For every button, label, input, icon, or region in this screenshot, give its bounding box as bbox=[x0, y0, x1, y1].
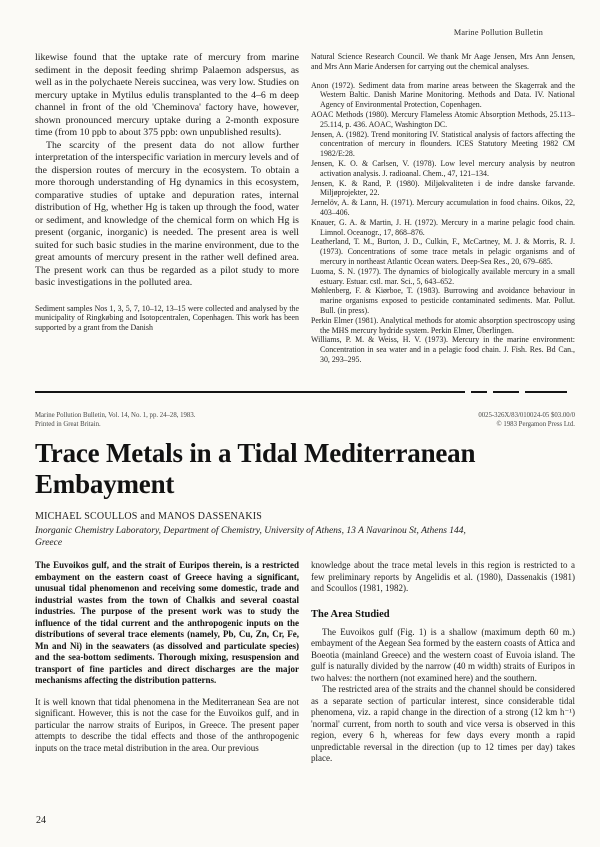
publication-info bbox=[35, 412, 575, 429]
reference-item: Jernelöv, A. & Lann, H. (1971). Mercury accumulation in food chains. Oikos, 22, 403–406. bbox=[311, 198, 575, 217]
article-body bbox=[35, 560, 575, 765]
article-left-column bbox=[35, 560, 299, 765]
divider-segment bbox=[493, 391, 519, 393]
article-title: Trace Metals in a Tidal Mediterranean Embayment bbox=[35, 438, 476, 499]
publication-info-right bbox=[478, 412, 575, 429]
reference-item: Jensen, K. O. & Carlsen, V. (1978). Low level mercury analysis by neutron activation analysis. J. radioanal. Chem., 47, 121–134. bbox=[311, 158, 575, 178]
reference-item: Knauer, G. A. & Martin, J. H. (1972). Mercury in a marine pelagic food chain. Limnol. Oceanogr., 17, 868–876. bbox=[311, 217, 575, 237]
body-paragraph: The scarcity of the present data do not allow further interpretation of the interspecific variation in mercury levels and of the dispersion routes of mercury in the ecosystem. To obtain a more thorough understanding of Hg dynamics in this ecosystem, comparative studies of uptake and depuration rates, internal distribution of Hg, whether Hg is taken up through the food, water or sediment, and knowledge of the chemical form on which Hg is present (organic, inorganic) is needed. The present area is well suited for such basic studies in the marine environment, due to the great amounts of mercury present in the rather well defined area. The present work can thus be regarded as a pilot study to more basic investigations in the polluted area. bbox=[35, 139, 299, 288]
previous-article-end bbox=[35, 52, 575, 391]
acknowledgment-continuation: Natural Science Research Council. We thank Mr Aage Jensen, Mrs Ann Jensen, and Mrs Ann Marie Andersen for carrying out the chemical analyses. bbox=[311, 52, 575, 71]
reference-item: Jensen, K. & Rand, P. (1980). Miljøkvaliteten i de indre danske farvande. Miljøprojekter, 22. bbox=[311, 178, 575, 198]
journal-citation: Marine Pollution Bulletin, Vol. 14, No. 1, pp. 24–28, 1983. bbox=[35, 412, 196, 419]
intro-paragraph: It is well known that tidal phenomena in the Mediterranean Sea are not significant. However, this is not the case for the Euvoikos gulf, and in particular the narrow straits of Euripos, in Greece. The present paper attempts to describe the tidal effects and those of the anthropogenic inputs on the trace metal distribution in the area. Our previous bbox=[35, 696, 299, 753]
authors-line: MICHAEL SCOULLOS and MANOS DASSENAKIS bbox=[35, 511, 263, 523]
references-list bbox=[311, 81, 575, 365]
article-right-column bbox=[311, 560, 575, 765]
printed-in-note: Printed in Great Britain. bbox=[35, 420, 101, 428]
acknowledgment-note: Sediment samples Nos 1, 3, 5, 7, 10–12, 13–15 were collected and analysed by the municipality of Ringkøbing and Isotopcentralen, Copenhagen. This work has been supported by a grant from the Danish bbox=[35, 303, 299, 333]
running-head: Marine Pollution Bulletin bbox=[453, 28, 543, 37]
left-column bbox=[35, 52, 299, 391]
body-paragraph: The restricted area of the straits and the channel should be considered as a separate section of particular interest, since considerable tidal phenomena, viz. a rapid change in the direction of a strong (12 km h⁻¹) 'normal' current, from north to south and vice versa is observed in this region, every 6 h, whereas for few days every month a rapid unpredictable reversal in the direction (up to 12 times per day) takes place. bbox=[311, 684, 575, 764]
body-paragraph: knowledge about the trace metal levels in this region is restricted to a few preliminary reports by Angelidis et al. (1980), Dassenakis (1981) and Scoullos (1981, 1982). bbox=[311, 560, 575, 594]
issn-code: 0025-326X/83/010024-05 $03.00/0 bbox=[478, 412, 575, 419]
publication-info-left bbox=[35, 412, 195, 429]
right-column bbox=[311, 52, 575, 391]
section-divider bbox=[35, 391, 575, 393]
reference-item: Williams, P. M. & Weiss, H. V. (1973). Mercury in the marine environment: Concentration in sea water and in a pelagic food chain. J. Fish. Res. Bd Can., 30, 293–295. bbox=[311, 335, 575, 364]
affiliation-line: Inorganic Chemistry Laboratory, Department of Chemistry, University of Athens, 13 A Navarinou St, Athens 144, Greece bbox=[35, 526, 466, 549]
reference-item: Anon (1972). Sediment data from marine areas between the Skagerrak and the Western Baltic. Danish Marine Monitoring. Methods and Data. IV. National Agency of Environmental Protection, Copenhagen. bbox=[311, 80, 575, 110]
reference-item: AOAC Methods (1980). Mercury Flameless Atomic Absorption Methods, 25.113–25.114, p. 436. AOAC, Washington DC. bbox=[311, 109, 575, 129]
divider-segment bbox=[525, 391, 567, 393]
reference-item: Jensen, A. (1982). Trend monitoring IV. Statistical analysis of factors affecting the concentration of mercury in flounders. ICES Statutory Meeting 1982 CM 1982/E:28. bbox=[311, 129, 575, 159]
section-heading: The Area Studied bbox=[311, 608, 390, 620]
article bbox=[35, 412, 575, 765]
body-paragraph: likewise found that the uptake rate of mercury from marine sediment in the deposit feeding shrimp Palaemon adspersus, as well as in the polychaete Nereis succinea, was very low. Studies on mercury uptake in Mytilus edulis transplanted to the 4–6 m deep channel in front of the old 'Cheminova' factory have, however, shown pronounced mercury uptake during a 2-month exposure time (from 10 ppb to about 375 ppb: own unpublished results). bbox=[35, 52, 299, 138]
reference-item: Leatherland, T. M., Burton, J. D., Culkin, F., McCartney, M. J. & Morris, R. J. (1973). Concentrations of some trace metals in pelagic organisms and of mercury in northeast Atlantic Ocean waters. Deep-Sea Res., 20, 679–685. bbox=[311, 237, 575, 266]
reference-item: Møhlenberg, F. & Kiørboe, T. (1983). Burrowing and avoidance behaviour in marine organisms exposed to pesticide contaminated sediments. Mar. Pollut. Bull. (in press). bbox=[311, 286, 575, 315]
copyright-line: © 1983 Pergamon Press Ltd. bbox=[496, 420, 575, 428]
article-abstract: The Euvoikos gulf, and the strait of Euripos therein, is a restricted embayment on the eastern coast of Greece having a significant, unusual tidal phenomenon and receiving some domestic, trade and industrial wastes from the town of Chalkis and several coastal industries. The purpose of the present work was to study the influence of the tidal current and the anthropogenic inputs on the distributions of several trace elements (namely, Pb, Cu, Zn, Cr, Fe, Mn and Ni) in the seawaters (as dissolved and particulate species) and the sea-bottom sediments. Thorough mixing, resuspension and transport of fine particles and direct discharges are the major mechanisms affecting the distribution patterns. bbox=[35, 560, 299, 686]
divider-segment bbox=[471, 391, 487, 393]
divider-segment bbox=[35, 391, 465, 393]
body-paragraph: The Euvoikos gulf (Fig. 1) is a shallow (maximum depth 60 m.) embayment of the Aegean Sea formed by the eastern coasts of Attica and Boeotia (mainland Greece) and the western coast of Euvoia island. The gulf is naturally divided by the narrow (40 m width) straits of Euripos in two halves: the northern (not examined here) and the southern. bbox=[311, 626, 575, 683]
reference-item: Perkin Elmer (1981). Analytical methods for atomic absorption spectroscopy using the MHS mercury hydride system. Perkin Elmer, Überlingen. bbox=[311, 315, 575, 335]
reference-item: Luoma, S. N. (1977). The dynamics of biologically available mercury in a small estuary. Estuar. cstl. mar. Sci., 5, 643–652. bbox=[311, 266, 575, 286]
page-number: 24 bbox=[36, 815, 46, 826]
